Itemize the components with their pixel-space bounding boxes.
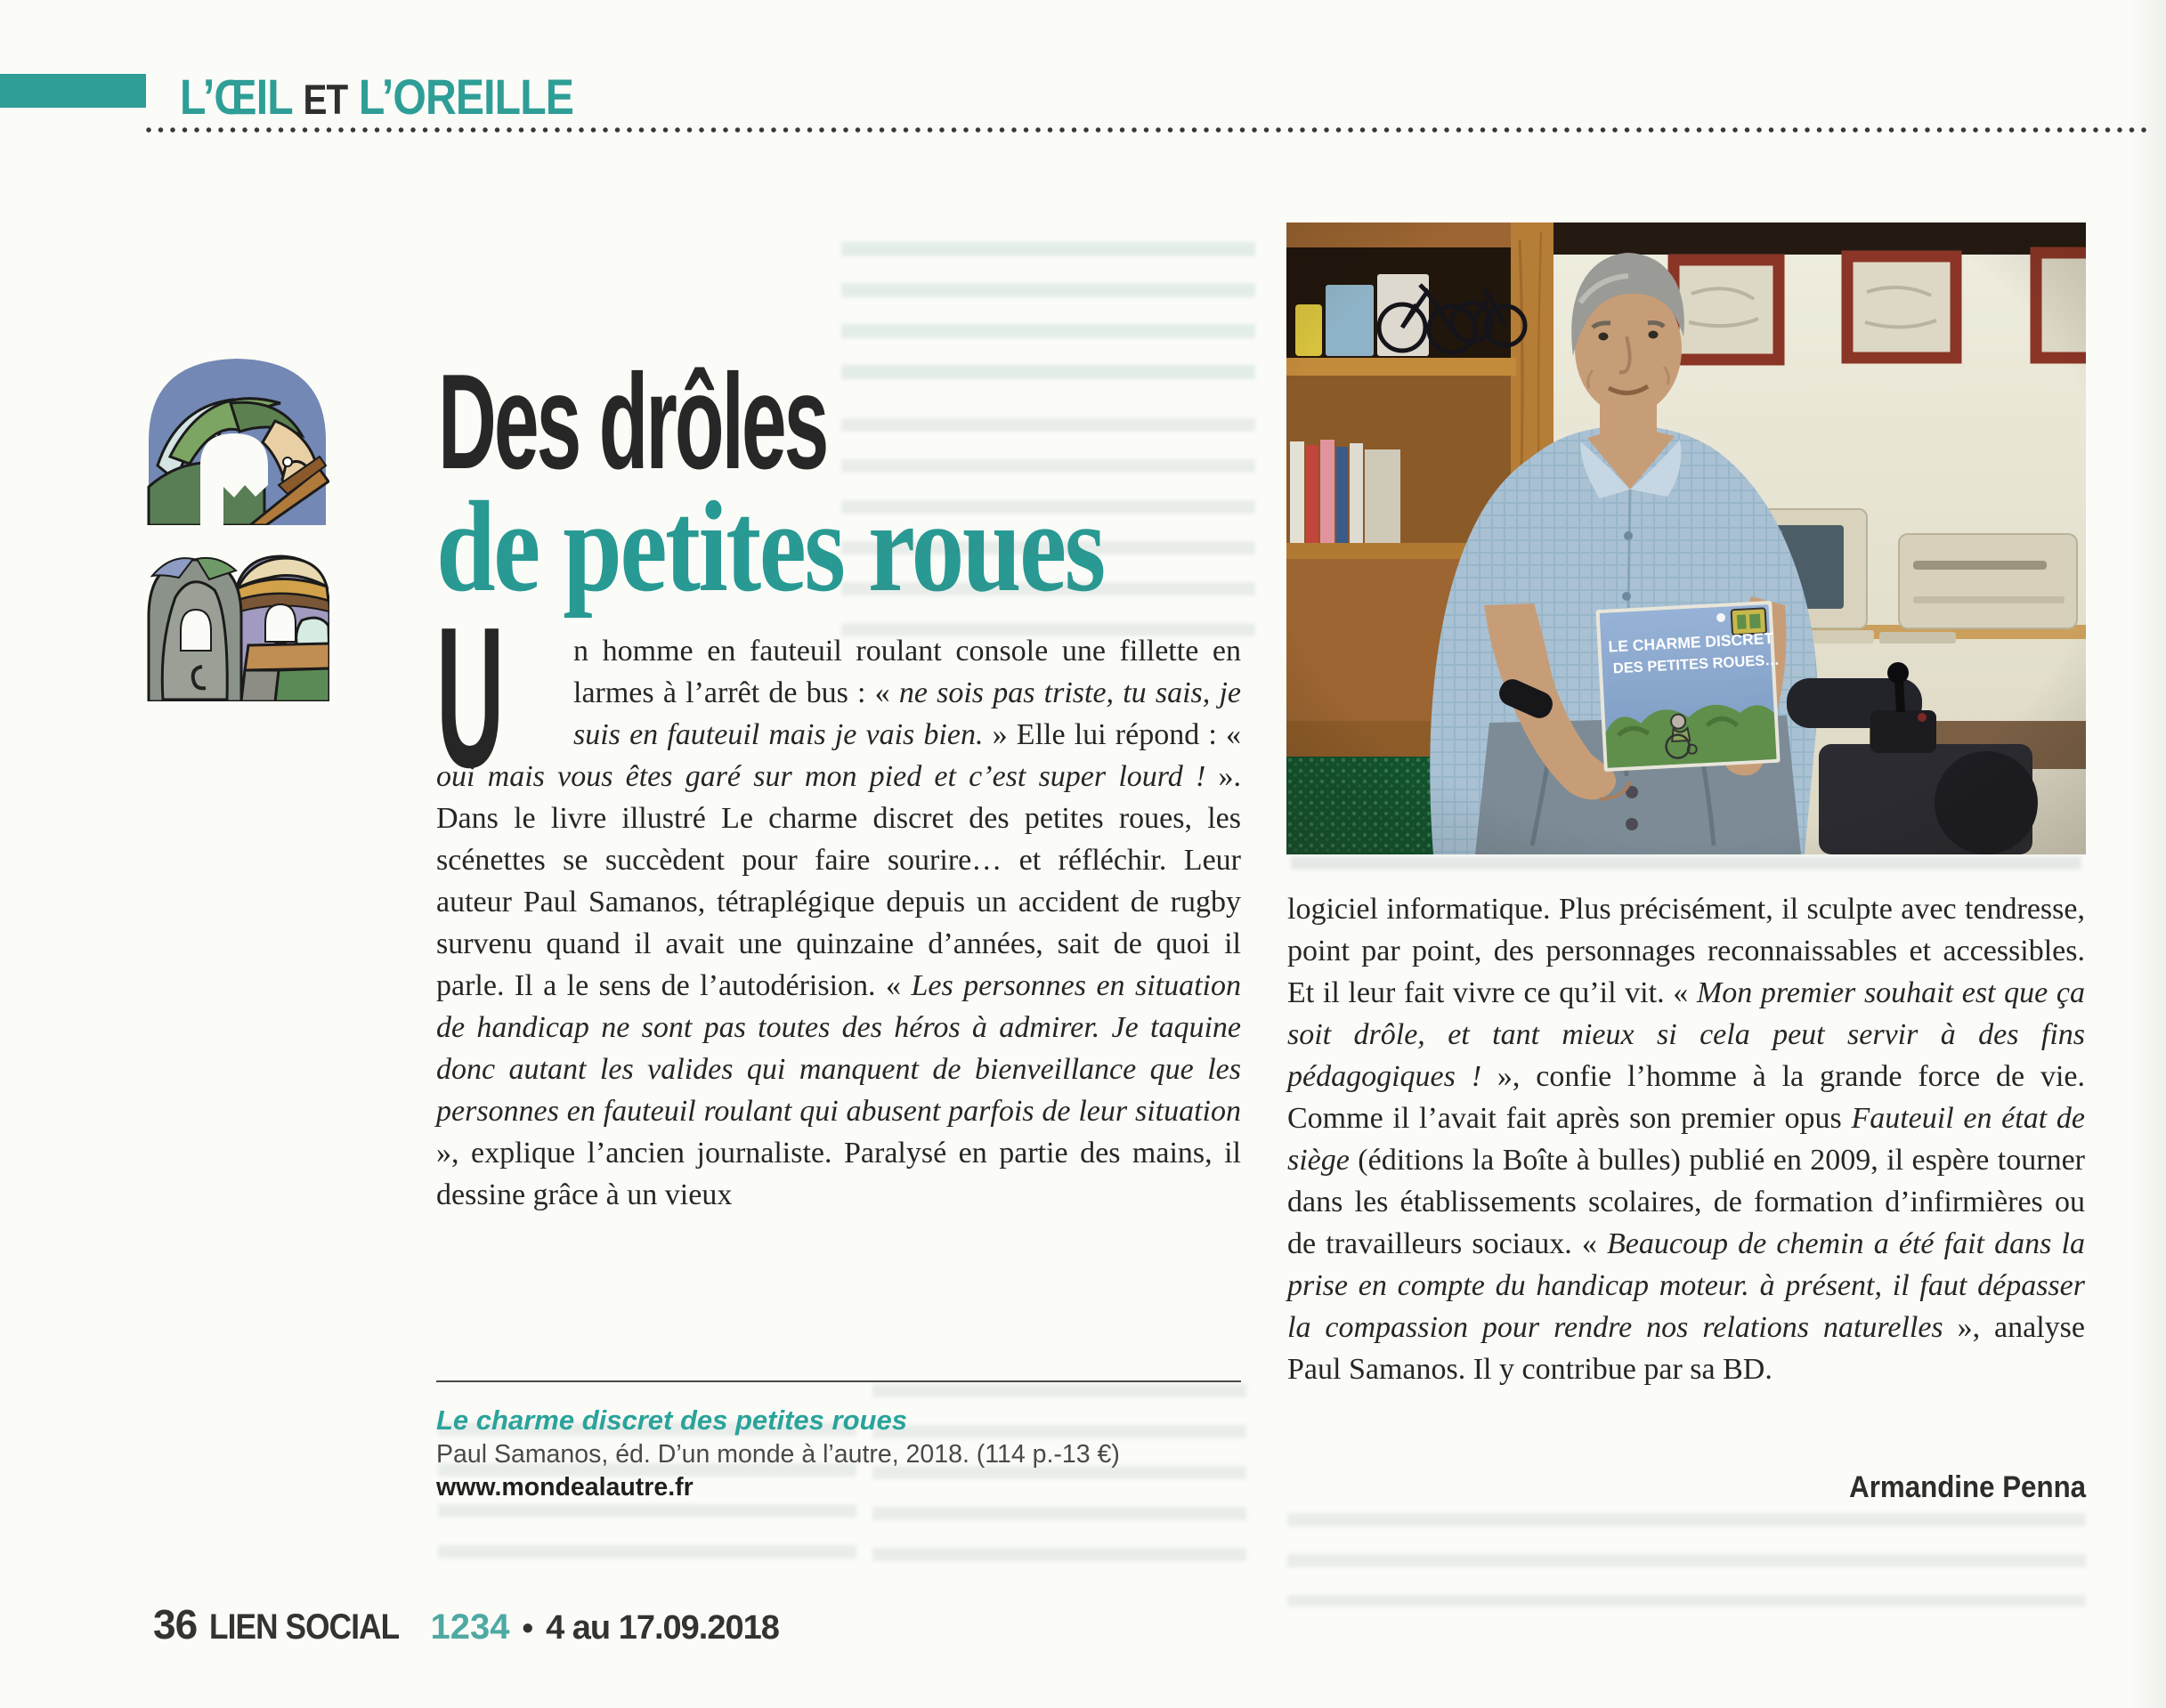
book-reference-rule — [436, 1380, 1241, 1382]
article-title-line1: Des drôles — [438, 346, 827, 498]
article-photo — [1286, 223, 2086, 854]
page-number: 36 — [153, 1601, 198, 1647]
footer-bullet: • — [522, 1609, 534, 1646]
rubric-part2: ET — [303, 76, 348, 123]
bleedthrough-ghost — [1287, 1513, 2086, 1607]
bd-logo-top-arch — [145, 352, 329, 525]
rubric-part3: L’OREILLE — [358, 69, 574, 125]
book-reference-title: Le charme discret des petites roues — [436, 1404, 907, 1436]
magazine-name: LIEN SOCIAL — [209, 1607, 400, 1647]
rubric-accent-bar — [0, 74, 146, 108]
dotted-divider — [145, 125, 2146, 134]
issue-date-range: 4 au 17.09.2018 — [546, 1609, 779, 1647]
book-reference-details: Paul Samanos, éd. D’un monde à l’autre, 2018. (114 p.-13 €) — [436, 1440, 1120, 1469]
issue-number: 1234 — [430, 1607, 510, 1647]
book-reference — [436, 1403, 1241, 1504]
bd-logo-top-arch-art — [145, 352, 329, 525]
rubric-part1: L’ŒIL — [180, 69, 292, 125]
article-column-2-text: logiciel informatique. Plus précisément, il sculpte avec tendresse, point par point, des personnages reconnaissables et accessibles. Et il leur fait vivre ce qu’il vit. « Mon premier souhait est que ça soit drôle, et tant mieux si cela peut servir à des fins pédagogiques ! », confie l’homme à la grande force de vie. Comme il l’avait fait après son premier opus Fauteuil en état de siège (éditions la Boîte à bulles) publié en 2009, il espère tourner dans les établissements scolaires, de formation d’infirmières ou de travailleurs sociaux. « Beaucoup de chemin a été fait dans la prise en compte du handicap moteur. à présent, il faut dépasser la compassion pour rendre nos relations naturelles », analyse Paul Samanos. Il y contribue par sa BD. — [1287, 893, 2086, 1386]
article-column-1-text: n homme en fauteuil roulant console une fillette en larmes à l’arrêt de bus : « ne sois pas triste, tu sais, je suis en fauteuil mais je vais bien. » Elle lui répond : « oui mais vous êtes garé sur mon pied et c’est super lourd ! ». Dans le livre illustré Le charme discret des petites roues, les scénettes se succèdent pour faire sourire… et réfléchir. Leur auteur Paul Samanos, tétraplégique depuis un accident de rugby survenu quand il avait une quinzaine d’années, sait de quoi il parle. Il a le sens de l’autodérision. « Les personnes en situation de handicap ne sont pas toutes des héros à admirer. Je taquine donc autant les valides qui manquent de bienveillance que les personnes en fauteuil roulant qui abusent parfois de leur situation », explique l’ancien journaliste. Paralysé en partie des mains, il dessine grâce à un vieux — [436, 635, 1242, 1211]
photo-vignette — [1286, 223, 2086, 854]
photo-illustration — [1286, 223, 2086, 854]
bd-logo-bottom-arches — [145, 535, 329, 701]
book-reference-url: www.mondealautre.fr — [436, 1473, 694, 1502]
dropcap: U — [436, 585, 505, 809]
byline: Armandine Penna — [1849, 1470, 2086, 1504]
article-column-1 — [436, 585, 1242, 1333]
page-edge-shading — [2130, 0, 2166, 1708]
rubric-title — [180, 68, 637, 125]
bleedthrough-ghost — [1291, 856, 2081, 881]
article-column-2 — [1287, 888, 2085, 1493]
bd-logo-bottom-arches-art — [145, 535, 329, 701]
article-title-line2: de petites roues — [436, 474, 1104, 619]
page-footer — [153, 1600, 779, 1648]
